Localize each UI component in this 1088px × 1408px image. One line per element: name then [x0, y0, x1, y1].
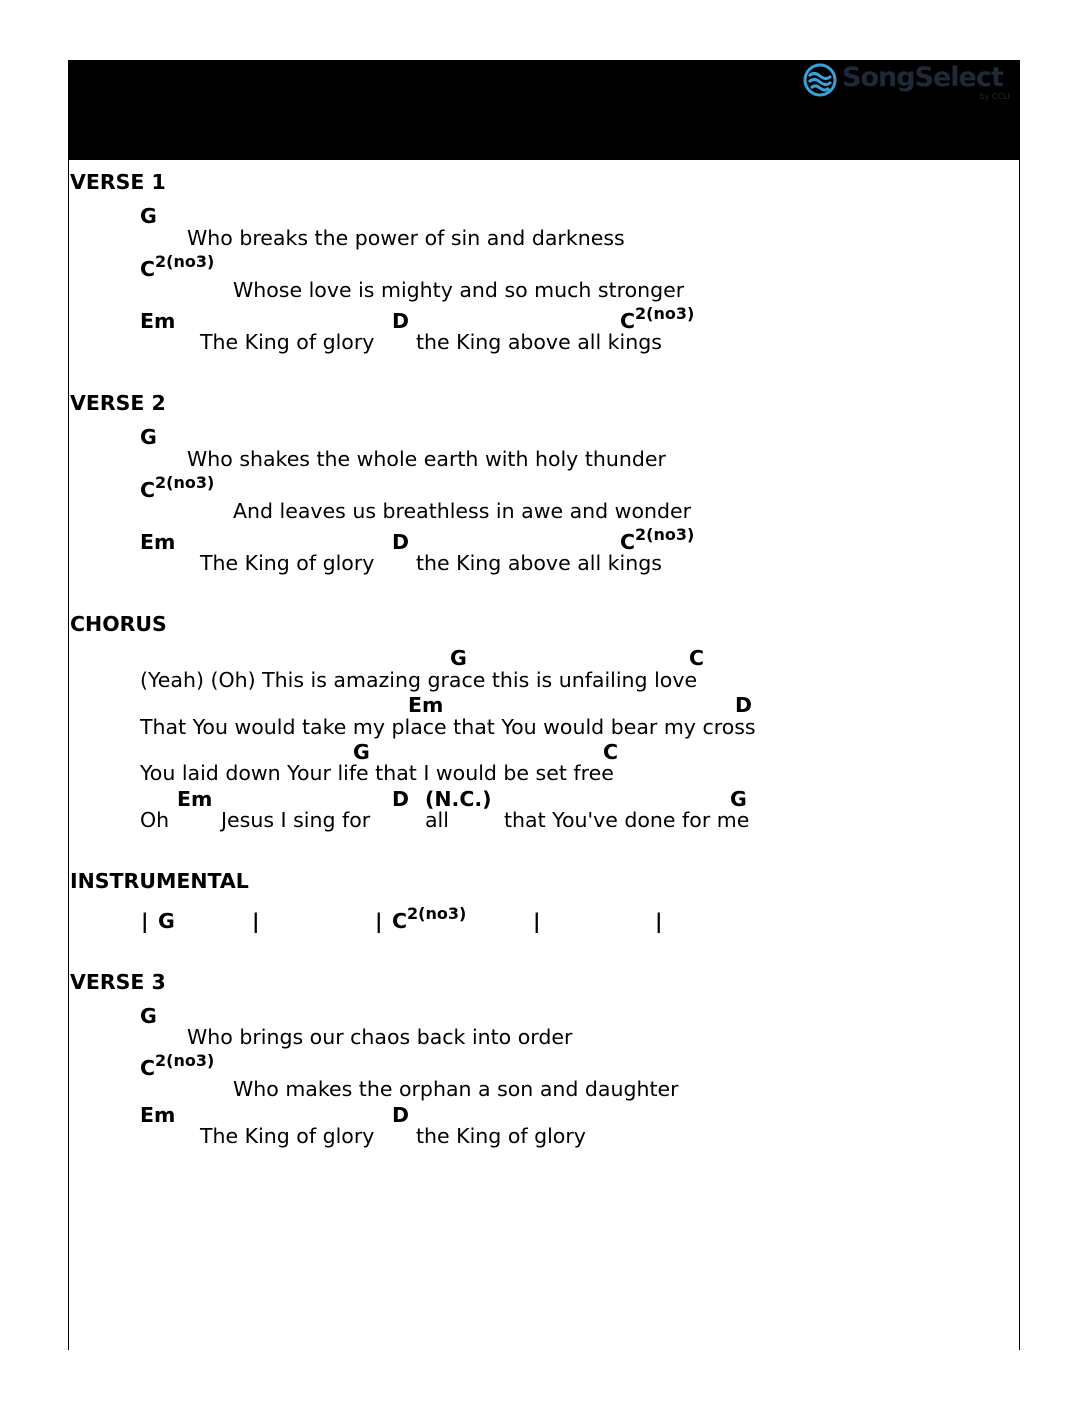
lyric-segment: The King of glory	[200, 1124, 375, 1148]
chord: G	[140, 1004, 157, 1028]
bar-line: |	[141, 909, 149, 933]
lyric-segment: the King above all kings	[416, 551, 662, 575]
chord: (N.C.)	[425, 787, 492, 811]
chord-superscript: 2(no3)	[155, 1051, 215, 1070]
chord: G	[140, 425, 157, 449]
lyric-segment: The King of glory	[200, 330, 375, 354]
bar-line: |	[655, 909, 663, 933]
lyric-line: Who breaks the power of sin and darkness	[187, 226, 625, 250]
lyric-segment: the King above all kings	[416, 330, 662, 354]
bar-line: |	[533, 909, 541, 933]
lyric-segment: the King of glory	[416, 1124, 586, 1148]
chord: Em	[140, 1103, 176, 1127]
lyric-segment: The King of glory	[200, 551, 375, 575]
chord: C	[140, 257, 156, 281]
chord: Em	[408, 693, 444, 717]
section-title-verse-1: VERSE 1	[70, 170, 166, 194]
chord-superscript: 2(no3)	[407, 904, 467, 923]
chord: G	[450, 646, 467, 670]
chord: G	[353, 740, 370, 764]
chord-superscript: 2(no3)	[155, 473, 215, 492]
lyric-segment: that You've done for me	[504, 808, 750, 832]
chord: C	[140, 478, 156, 502]
lyric-line: That You would take my place that You would bear my cross	[140, 715, 756, 739]
logo-text: SongSelect	[842, 62, 1003, 93]
lyric-segment: Jesus I sing for	[221, 808, 371, 832]
section-title-verse-2: VERSE 2	[70, 391, 166, 415]
songselect-logo	[802, 62, 1014, 104]
chord: G	[158, 909, 175, 933]
lyric-segment: all	[425, 808, 449, 832]
chord: C	[620, 309, 636, 333]
section-title-chorus: CHORUS	[70, 612, 167, 636]
chord-superscript: 2(no3)	[155, 252, 215, 271]
lyric-line: (Yeah) (Oh) This is amazing grace this is unfailing love	[140, 668, 698, 692]
chord: D	[735, 693, 753, 717]
chord: D	[392, 1103, 410, 1127]
bar-line: |	[252, 909, 260, 933]
chord: G	[730, 787, 747, 811]
chord: Em	[177, 787, 213, 811]
chord: Em	[140, 309, 176, 333]
chord: C	[603, 740, 619, 764]
lyric-line: And leaves us breathless in awe and wonder	[233, 499, 692, 523]
songselect-wave-icon	[802, 62, 838, 98]
header-bar	[68, 60, 1020, 160]
page-border-left	[68, 60, 69, 1350]
logo-subtext: by CCLI	[979, 92, 1010, 101]
chord: C	[392, 909, 408, 933]
chord: G	[140, 204, 157, 228]
chord: C	[689, 646, 705, 670]
bar-line: |	[375, 909, 383, 933]
chord: D	[392, 530, 410, 554]
chord: C	[140, 1056, 156, 1080]
lyric-segment: Oh	[140, 808, 170, 832]
section-title-verse-3: VERSE 3	[70, 970, 166, 994]
lyric-line: Who brings our chaos back into order	[187, 1025, 573, 1049]
chord: Em	[140, 530, 176, 554]
lyric-line: You laid down Your life that I would be set free	[140, 761, 614, 785]
lyric-line: Who makes the orphan a son and daughter	[233, 1077, 679, 1101]
chord: D	[392, 309, 410, 333]
lyric-line: Who shakes the whole earth with holy thunder	[187, 447, 666, 471]
chord: D	[392, 787, 410, 811]
chord-superscript: 2(no3)	[635, 304, 695, 323]
chord: C	[620, 530, 636, 554]
section-title-instrumental: INSTRUMENTAL	[70, 869, 249, 893]
chord-superscript: 2(no3)	[635, 525, 695, 544]
page-border-right	[1019, 60, 1020, 1350]
lyric-line: Whose love is mighty and so much stronger	[233, 278, 685, 302]
